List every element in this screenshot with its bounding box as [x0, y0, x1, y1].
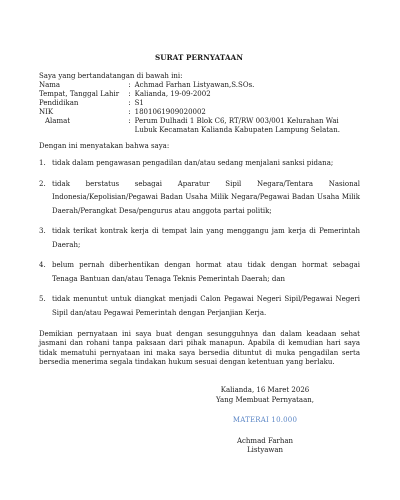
list-item-text: tidak terikat kontrak kerja di tempat lain yang menggangu jam kerja di Pemerintah Daerah;: [52, 227, 360, 249]
list-item: [39, 259, 360, 286]
statement-intro: Dengan ini menyatakan bahwa saya:: [39, 142, 170, 150]
list-item-text: tidak dalam pengawasan pengadilan dan/atau sedang menjalani sanksi pidana;: [52, 159, 334, 167]
identity-row-name: [39, 81, 360, 90]
identity-label: NIK: [39, 108, 54, 116]
signer-name-line1: Achmad Farhan: [236, 436, 294, 445]
list-item-text: tidak berstatus sebagai Aparatur Sipil Negara/Tentara Nasional Indonesia/Kepolisian/Pegawai Badan Usaha Milik Negara/Pegawai Badan Usaha Milik Daerah/Perangkat Desa/pengurus atau anggota partai politik;: [52, 179, 360, 215]
identity-value: Kalianda, 19-09-2002: [134, 90, 211, 98]
place-date: Kalianda, 16 Maret 2026: [220, 386, 310, 394]
identity-row-birth: [39, 90, 360, 99]
identity-row-nik: [39, 108, 360, 117]
identity-value: Achmad Farhan Listyawan,S.SOs.: [134, 81, 255, 89]
document-title: SURAT PERNYATAAN: [154, 53, 244, 62]
list-item-number: 4.: [39, 261, 46, 269]
closing-paragraph: Demikian pernyataan ini saya buat dengan sesungguhnya dan dalam keadaan sehat jasmani dan rohani tanpa paksaan dari pihak manapun. Apabila di kemudian hari saya tidak mematuhi pernyataan ini maka saya bersedia dituntut di muka pengadilan serta bersedia menerima segala tindakan hukum sesuai dengan ketentuan yang berlaku.: [39, 330, 360, 366]
identity-table: [39, 81, 360, 135]
identity-label: Tempat, Tanggal Lahir: [39, 90, 120, 98]
intro-text: Saya yang bertandatangan di bawah ini:: [39, 72, 183, 80]
list-item: [39, 225, 360, 252]
list-item-number: 3.: [39, 227, 46, 235]
list-item: [39, 157, 360, 171]
identity-value: Perum Dulhadi 1 Blok C6, RT/RW 003/001 Kelurahan Wai Lubuk Kecamatan Kalianda Kabupaten Lampung Selatan.: [134, 117, 340, 134]
list-item-number: 5.: [39, 295, 46, 303]
stamp-duty-label: MATERAI 10.000: [232, 416, 298, 424]
signature-block: [200, 386, 330, 456]
statement-list: [38, 157, 360, 320]
signer-role: Yang Membuat Pernyataan,: [215, 395, 315, 404]
identity-label: Nama: [39, 81, 61, 89]
identity-value: S1: [134, 99, 144, 107]
identity-colon: :: [128, 90, 131, 98]
list-item: [39, 178, 360, 219]
list-item-text: tidak menuntut untuk diangkat menjadi Calon Pegawai Negeri Sipil/Pegawai Negeri Sipil dan/atau Pegawai Pemerintah dengan Perjanjian Kerja.: [52, 295, 360, 317]
signer-name-line2: Listyawan: [246, 446, 284, 454]
list-item: [39, 293, 360, 320]
list-item-number: 1.: [39, 159, 46, 167]
identity-label: Alamat: [45, 117, 71, 125]
list-item-text: belum pernah diberhentikan dengan hormat atau tidak dengan hormat sebagai Tenaga Bantuan dan/atau Tenaga Teknis Pemerintah Daerah; dan: [52, 261, 360, 283]
identity-value: 1801061909020002: [134, 108, 206, 116]
identity-row-address: [39, 117, 360, 135]
identity-row-education: [39, 99, 360, 108]
identity-colon: :: [128, 108, 131, 116]
identity-label: Pendidikan: [39, 99, 79, 107]
list-item-number: 2.: [39, 179, 46, 188]
identity-colon: :: [128, 117, 131, 125]
identity-colon: :: [128, 99, 131, 107]
identity-colon: :: [128, 81, 131, 89]
